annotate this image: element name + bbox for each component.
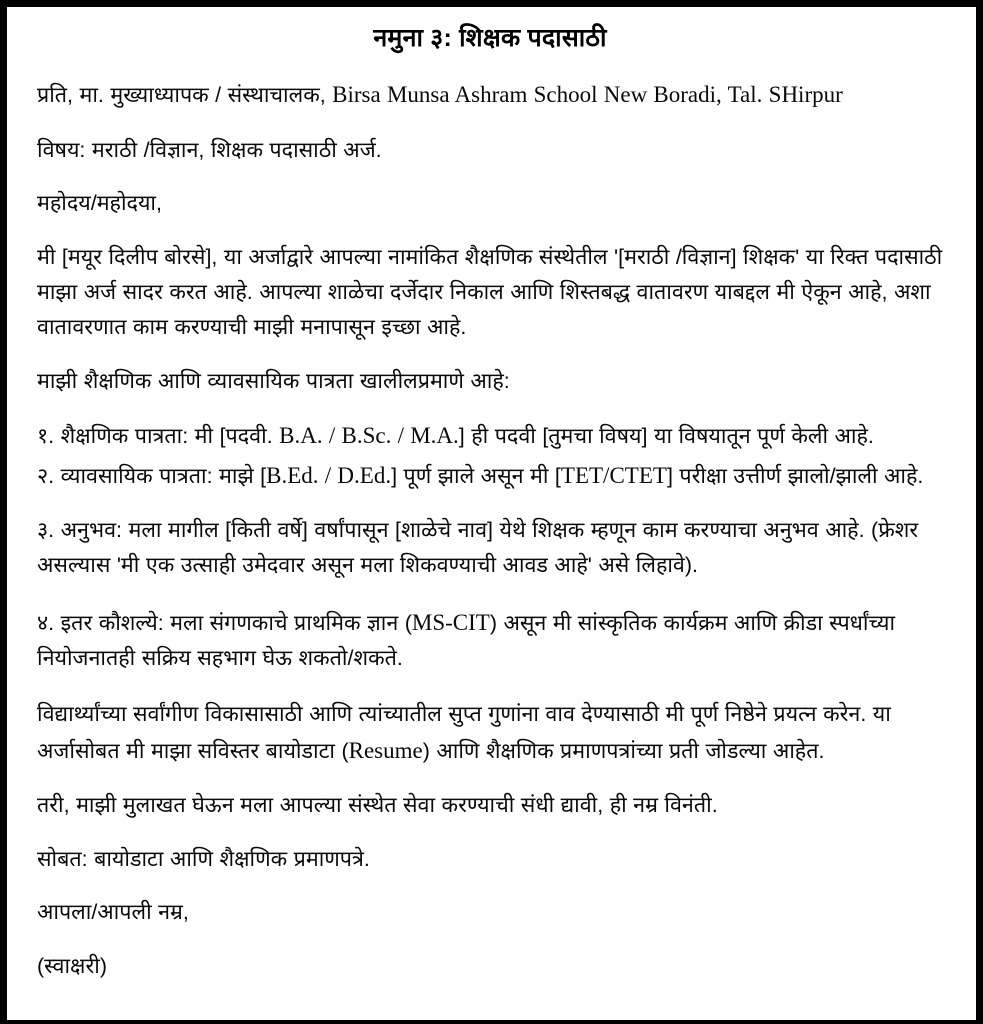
enclosure-line: सोबत: बायोडाटा आणि शैक्षणिक प्रमाणपत्रे. bbox=[37, 846, 370, 871]
qualification-heading: माझी शैक्षणिक आणि व्यावसायिक पात्रता खालीलप्रमाणे आहे: bbox=[37, 368, 510, 393]
list-item-2-exam-names: TET/CTET bbox=[560, 462, 667, 488]
request-paragraph: तरी, माझी मुलाखत घेऊन मला आपल्या संस्थेत सेवा करण्याची संधी द्यावी, ही नम्र विनंती. bbox=[37, 792, 718, 817]
page-title: नमुना ३: शिक्षक पदासाठी bbox=[373, 24, 607, 52]
list-item-3: ३. अनुभव: मला मागील [किती वर्षे] वर्षांपासून [शाळेचे नाव] येथे शिक्षक म्हणून काम करण्याचा अनुभव आहे. (फ्रेशर असल्यास 'मी एक उत्साही उमेदवार असून मला शिकवण्याची आवड आहे' असे लिहावे). bbox=[37, 517, 919, 577]
intro-paragraph: मी [मयूर दिलीप बोरसे], या अर्जाद्वारे आपल्या नामांकित शैक्षणिक संस्थेतील '[मराठी /विज्ञान] शिक्षक' या रिक्त पदासाठी माझा अर्ज सादर करत आहे. आपल्या शाळेचा दर्जेदार निकाल आणि शिस्तबद्ध वातावरण याबद्दल मी ऐकून आहे, अशा वातावरणात काम करण्याची माझी मनापासून इच्छा आहे. bbox=[37, 245, 943, 339]
signature-placeholder: (स्वाक्षरी) bbox=[37, 954, 107, 979]
list-item-4 bbox=[37, 604, 943, 676]
list-item-4-text-pre: ४. इतर कौशल्ये: मला संगणकाचे प्राथमिक ज्ञान ( bbox=[37, 610, 412, 635]
addressee-school-name: Birsa Munsa Ashram School New Boradi, Tal. SHirpur bbox=[332, 82, 843, 108]
salutation: महोदय/महोदया, bbox=[37, 191, 162, 216]
list-item-1-degree-names: B.A. / B.Sc. / M.A. bbox=[279, 423, 459, 449]
list-item-4-text-post: ) असून मी सांस्कृतिक कार्यक्रम आणि क्रीडा स्पर्धांच्या नियोजनातही सक्रिय सहभाग घेऊ शकतो/शकते. bbox=[37, 610, 896, 670]
closing-paragraph-text-pre: विद्यार्थ्यांच्या सर्वांगीण विकासासाठी आणि त्यांच्यातील सुप्त गुणांना वाव देण्यासाठी मी पूर्ण निष्ठेने प्रयत्न करेन. या अर्जासोबत मी माझा सविस्तर बायोडाटा ( bbox=[37, 701, 891, 763]
closing-paragraph-text-post: ) आणि शैक्षणिक प्रमाणपत्रांच्या प्रती जोडल्या आहेत. bbox=[422, 738, 825, 763]
list-item-2-text-post: ] परीक्षा उत्तीर्ण झालो/झाली आहे. bbox=[666, 463, 924, 488]
document-page bbox=[7, 7, 976, 1020]
list-item-1-text-pre: १. शैक्षणिक पात्रता: मी [पदवी. bbox=[37, 424, 280, 449]
list-item-2-education-names: B.Ed. / D.Ed. bbox=[266, 462, 392, 488]
list-item-2-text-pre: २. व्यावसायिक पात्रता: माझे [ bbox=[37, 463, 267, 488]
list-item-1 bbox=[37, 417, 943, 454]
closing-paragraph bbox=[37, 697, 943, 769]
valediction: आपला/आपली नम्र, bbox=[37, 900, 189, 925]
list-item-2-text-mid: ] पूर्ण झाले असून मी [ bbox=[391, 463, 561, 488]
list-item-2 bbox=[37, 457, 943, 494]
list-item-1-text-post: ] ही पदवी [तुमचा विषय] या विषयातून पूर्ण केली आहे. bbox=[458, 424, 874, 449]
addressee-line bbox=[37, 76, 943, 113]
subject-line: विषय: मराठी /विज्ञान, शिक्षक पदासाठी अर्ज. bbox=[37, 137, 382, 162]
addressee-intro-text: प्रति, मा. मुख्याध्यापक / संस्थाचालक, bbox=[37, 83, 333, 108]
list-item-4-certification-name: MS-CIT bbox=[411, 609, 490, 635]
closing-paragraph-resume-word: Resume bbox=[348, 737, 423, 763]
